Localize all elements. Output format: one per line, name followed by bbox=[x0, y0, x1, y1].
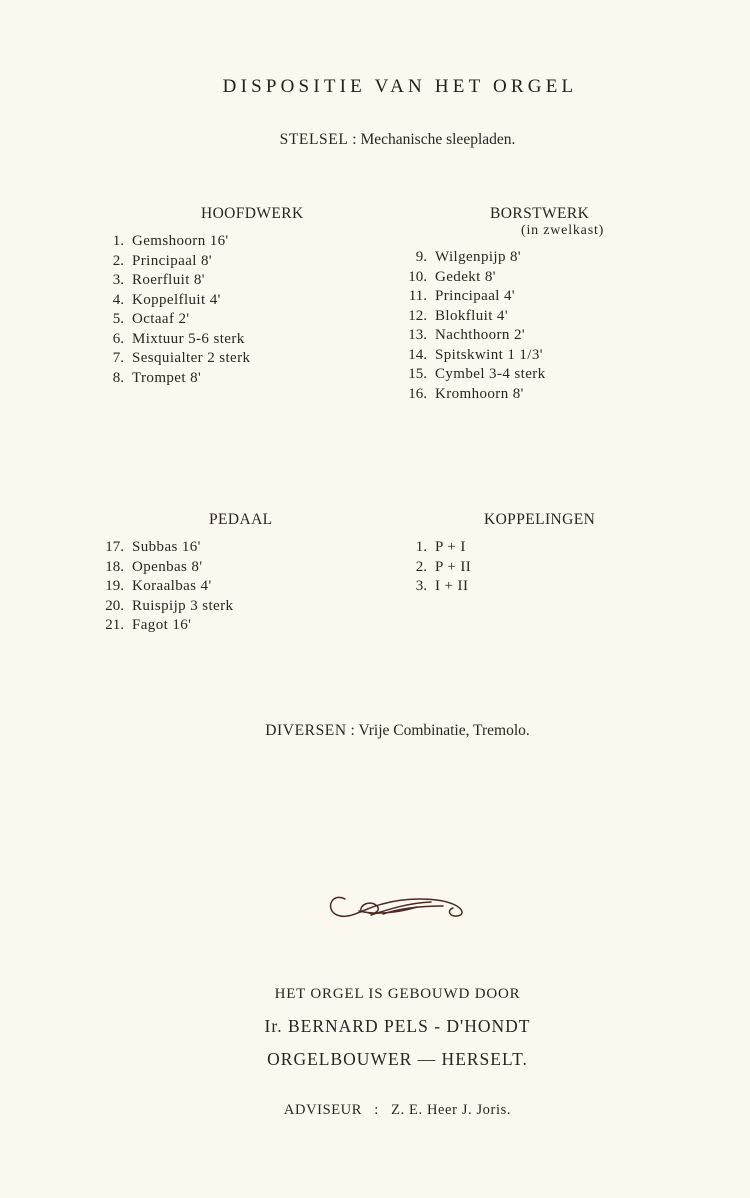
koppeling-item bbox=[397, 538, 471, 558]
builder-intro: HET ORGEL IS GEBOUWD DOOR bbox=[274, 986, 521, 1002]
stelsel-separator: : bbox=[352, 131, 357, 148]
borstwerk-stop bbox=[392, 365, 546, 385]
koppeling-item-name: P + II bbox=[435, 558, 472, 575]
adviseur-separator: : bbox=[374, 1102, 379, 1118]
hoofdwerk-stop-name: Mixtuur 5-6 sterk bbox=[132, 330, 245, 347]
pedaal-stop-name: Ruispijp 3 sterk bbox=[132, 597, 234, 614]
koppeling-item-number: 2. bbox=[415, 558, 427, 575]
pedaal-stop bbox=[93, 577, 233, 597]
borstwerk-stop bbox=[392, 287, 546, 307]
hoofdwerk-stop-name: Koppelfluit 4' bbox=[132, 291, 221, 308]
hoofdwerk-stop-number: 5. bbox=[112, 311, 124, 327]
ornament-flourish-icon bbox=[323, 888, 468, 924]
pedaal-stop bbox=[93, 558, 233, 578]
page-title: DISPOSITIE VAN HET ORGEL bbox=[222, 76, 578, 97]
hoofdwerk-stop bbox=[93, 349, 250, 369]
borstwerk-stop-name: Principaal 4' bbox=[435, 288, 515, 304]
borstwerk-stop bbox=[392, 248, 546, 268]
adviseur-line bbox=[0, 1102, 750, 1119]
koppeling-item-number: 1. bbox=[415, 539, 427, 555]
pedaal-stop-number: 20. bbox=[105, 597, 124, 614]
hoofdwerk-stop bbox=[93, 232, 250, 252]
hoofdwerk-stop bbox=[93, 271, 250, 291]
pedaal-stop bbox=[93, 616, 233, 636]
borstwerk-stop bbox=[392, 346, 546, 366]
borstwerk-stop-number: 12. bbox=[408, 307, 427, 324]
borstwerk-stop-number: 9. bbox=[415, 249, 427, 265]
borstwerk-stop-name: Gedekt 8' bbox=[435, 268, 496, 285]
borstwerk-stop-name: Blokfluit 4' bbox=[435, 307, 508, 324]
koppeling-item bbox=[397, 577, 471, 597]
diversen-line bbox=[0, 722, 750, 740]
hoofdwerk-stop-number: 3. bbox=[112, 272, 124, 288]
builder-name: Ir. BERNARD PELS - D'HONDT bbox=[264, 1016, 531, 1036]
hoofdwerk-stop bbox=[93, 369, 250, 389]
hoofdwerk-stop bbox=[93, 310, 250, 330]
hoofdwerk-stop-number: 8. bbox=[112, 369, 124, 386]
stelsel-label: STELSEL bbox=[279, 131, 349, 148]
koppeling-item-number: 3. bbox=[415, 578, 427, 594]
diversen-label: DIVERSEN bbox=[265, 722, 347, 739]
pedaal-stop-name: Koraalbas 4' bbox=[132, 578, 212, 594]
borstwerk-stop-number: 10. bbox=[408, 268, 427, 285]
borstwerk-stop-number: 13. bbox=[408, 327, 427, 343]
borstwerk-stop-number: 11. bbox=[408, 288, 427, 304]
hoofdwerk-stop-number: 1. bbox=[112, 233, 124, 249]
hoofdwerk-stop bbox=[93, 252, 250, 272]
pedaal-stop-number: 21. bbox=[105, 617, 124, 633]
pedaal-stop bbox=[93, 597, 233, 617]
adviseur-value: Z. E. Heer J. Joris. bbox=[391, 1102, 512, 1118]
pedaal-stop-name: Subbas 16' bbox=[132, 539, 201, 555]
pedaal-heading: PEDAAL bbox=[209, 511, 273, 528]
hoofdwerk-stop-number: 4. bbox=[112, 291, 124, 308]
borstwerk-stop-number: 16. bbox=[408, 385, 427, 402]
borstwerk-stop-name: Spitskwint 1 1/3' bbox=[435, 346, 543, 363]
koppeling-item-name: I + II bbox=[435, 578, 469, 594]
hoofdwerk-list bbox=[93, 232, 250, 388]
diversen-separator: : bbox=[350, 722, 355, 739]
koppeling-item-name: P + I bbox=[435, 539, 466, 555]
hoofdwerk-stop-number: 7. bbox=[112, 350, 124, 366]
hoofdwerk-stop-name: Octaaf 2' bbox=[132, 311, 190, 327]
borstwerk-stop-name: Wilgenpijp 8' bbox=[435, 249, 522, 265]
pedaal-stop-name: Fagot 16' bbox=[132, 617, 192, 633]
pedaal-stop bbox=[93, 538, 233, 558]
hoofdwerk-stop-name: Trompet 8' bbox=[132, 369, 202, 386]
adviseur-label: ADVISEUR bbox=[283, 1102, 363, 1118]
hoofdwerk-stop-number: 2. bbox=[112, 252, 124, 269]
koppeling-item bbox=[397, 558, 471, 578]
stelsel-line bbox=[0, 131, 750, 149]
builder-trade-location: ORGELBOUWER — HERSELT. bbox=[267, 1049, 528, 1069]
borstwerk-stop bbox=[392, 326, 546, 346]
hoofdwerk-stop-name: Roerfluit 8' bbox=[132, 272, 205, 288]
pedaal-stop-number: 17. bbox=[105, 539, 124, 555]
pedaal-stop-number: 18. bbox=[105, 558, 124, 575]
borstwerk-heading: BORSTWERK bbox=[490, 205, 590, 222]
koppelingen-heading: KOPPELINGEN bbox=[484, 511, 596, 528]
pedaal-stop-name: Openbas 8' bbox=[132, 558, 203, 575]
pedaal-list bbox=[93, 538, 233, 636]
hoofdwerk-stop-name: Gemshoorn 16' bbox=[132, 233, 229, 249]
hoofdwerk-stop-name: Principaal 8' bbox=[132, 252, 212, 269]
hoofdwerk-stop-name: Sesquialter 2 sterk bbox=[132, 350, 251, 366]
borstwerk-stop-number: 15. bbox=[408, 366, 427, 382]
borstwerk-stop bbox=[392, 385, 546, 405]
stelsel-value: Mechanische sleepladen. bbox=[360, 131, 516, 148]
pedaal-stop-number: 19. bbox=[105, 578, 124, 594]
borstwerk-stop bbox=[392, 307, 546, 327]
koppelingen-list bbox=[397, 538, 471, 597]
borstwerk-stop-name: Kromhoorn 8' bbox=[435, 385, 524, 402]
hoofdwerk-stop bbox=[93, 291, 250, 311]
hoofdwerk-heading: HOOFDWERK bbox=[201, 205, 304, 222]
borstwerk-stop-name: Nachthoorn 2' bbox=[435, 327, 525, 343]
diversen-value: Vrije Combinatie, Tremolo. bbox=[358, 722, 530, 739]
borstwerk-stop-name: Cymbel 3-4 sterk bbox=[435, 366, 546, 382]
hoofdwerk-stop bbox=[93, 330, 250, 350]
borstwerk-stop-number: 14. bbox=[408, 346, 427, 363]
borstwerk-stop bbox=[392, 268, 546, 288]
borstwerk-list bbox=[392, 248, 546, 404]
borstwerk-subheading: (in zwelkast) bbox=[521, 223, 605, 238]
hoofdwerk-stop-number: 6. bbox=[112, 330, 124, 347]
